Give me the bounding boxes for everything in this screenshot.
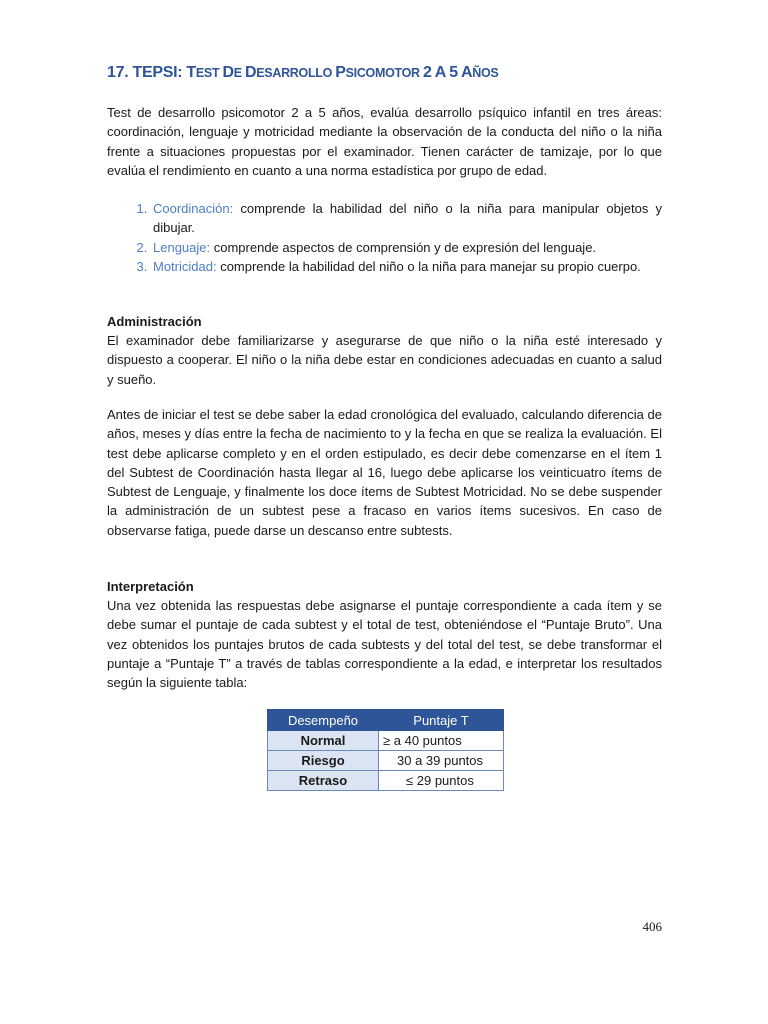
table-row	[268, 771, 504, 791]
column-header-puntaje: Puntaje T	[379, 710, 504, 731]
interpretacion-section	[107, 577, 662, 692]
administracion-section	[107, 312, 662, 389]
area-term: Coordinación:	[153, 201, 234, 216]
section-title	[107, 64, 498, 82]
performance-table	[267, 709, 504, 791]
section-title-number: 17. TEPSI:	[107, 64, 187, 81]
area-term: Lenguaje:	[153, 239, 211, 255]
list-item	[151, 238, 662, 257]
area-description: comprende la habilidad del niño o la niña para manejar su propio cuerpo.	[216, 258, 641, 274]
area-description: comprende aspectos de comprensión y de expresión del lenguaje.	[210, 239, 597, 255]
areas-list-block	[107, 199, 662, 276]
table-cell-desempeno: Riesgo	[268, 751, 379, 771]
table-cell-puntaje: 30 a 39 puntos	[379, 751, 504, 771]
administracion-paragraph: El examinador debe familiarizarse y asegurarse de que niño o la niña esté interesado y dispuesto a cooperar. El niño o la niña debe estar en condiciones adecuadas en cuanto a salud y sueño.	[107, 333, 662, 387]
table-row	[268, 751, 504, 771]
areas-list	[107, 199, 662, 276]
section-title-text: TEST DE DESARROLLO PSICOMOTOR 2 A 5 AÑOS	[186, 64, 499, 81]
table-row	[268, 731, 504, 751]
table-header-row	[268, 710, 504, 731]
column-header-desempeno: Desempeño	[268, 710, 379, 731]
procedure-paragraph-block	[107, 405, 662, 540]
procedure-paragraph: Antes de iniciar el test se debe saber la edad cronológica del evaluado, calculando diferencia de años, meses y días entre la fecha de nacimiento to y la fecha en que se realiza la evaluación. El test debe aplicarse completo y en el orden estipulado, es decir debe comenzarse en el ítem 1 del Subtest de Coordinación hasta llegar al 16, luego debe aplicarse los veinticuatro ítems de Subtest de Lenguaje, y finalmente los doce ítems de Subtest Motricidad. No se debe suspender la administración de un subtest pese a fracaso en varios ítems sucesivos. En caso de observarse fatiga, puede darse un descanso entre subtests.	[107, 407, 662, 538]
table-cell-desempeno: Retraso	[268, 771, 379, 791]
list-item	[151, 257, 662, 276]
interpretacion-heading: Interpretación	[107, 579, 194, 594]
intro-paragraph-block	[107, 103, 662, 180]
list-item	[151, 199, 662, 238]
intro-paragraph: Test de desarrollo psicomotor 2 a 5 años, evalúa desarrollo psíquico infantil en tres áreas: coordinación, lenguaje y motricidad mediante la observación de la conducta del niño o la niña frente a situaciones propuestas por el examinador. Tienen carácter de tamizaje, por lo que evalúa el rendimiento en cuanto a una norma estadística por grupo de edad.	[107, 105, 662, 178]
administracion-heading: Administración	[107, 314, 202, 329]
table-cell-puntaje: ≥ a 40 puntos	[379, 731, 504, 751]
area-description: comprende la habilidad del niño o la niña para manipular objetos y dibujar.	[153, 201, 662, 236]
table-cell-desempeno: Normal	[268, 731, 379, 751]
area-term: Motricidad:	[153, 258, 217, 274]
page-number: 406	[642, 919, 662, 934]
table-cell-puntaje: ≤ 29 puntos	[379, 771, 504, 791]
interpretacion-paragraph: Una vez obtenida las respuestas debe asignarse el puntaje correspondiente a cada ítem y se debe sumar el puntaje de cada subtest y el total de test, obteniéndose el “Puntaje Bruto”. Una vez obtenidos los puntajes brutos de cada subtests y del total del test, se debe transformar el puntaje a “Puntaje T” a través de tablas correspondiente a la edad, e interpretar los resultados según la siguiente tabla:	[107, 598, 662, 691]
